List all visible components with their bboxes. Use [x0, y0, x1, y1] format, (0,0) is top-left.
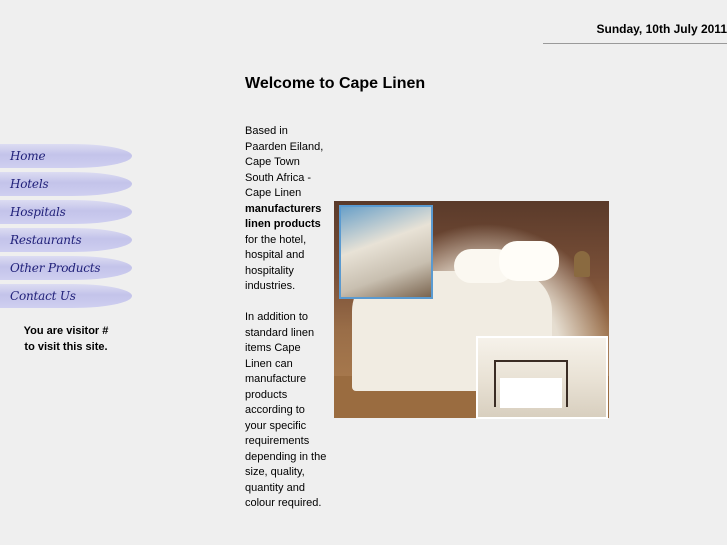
sidebar-nav [0, 142, 132, 310]
nav-label-restaurants[interactable]: Restaurants [10, 233, 82, 247]
nav-label-hospitals[interactable]: Hospitals [10, 205, 66, 219]
intro-text-start: Based in Paarden Eiland, Cape Town South Africa - Cape Linen [245, 125, 324, 199]
page-title: Welcome to Cape Linen [245, 75, 426, 92]
date-divider [543, 43, 727, 44]
nav-item-restaurants[interactable] [0, 226, 132, 254]
photo-pillow [499, 241, 559, 281]
photo-lamp [574, 251, 590, 277]
visitor-counter [0, 323, 132, 355]
visitor-line-2: to visit this site. [24, 341, 108, 353]
nav-label-other-products[interactable]: Other Products [10, 261, 101, 275]
intro-text [245, 124, 329, 527]
nav-item-hospitals[interactable] [0, 198, 132, 226]
current-date: Sunday, 10th July 2011 [596, 22, 727, 36]
intro-text-bold: manufacturers linen products [245, 202, 322, 230]
nav-label-contact-us[interactable]: Contact Us [10, 289, 76, 303]
nav-label-hotels[interactable]: Hotels [10, 177, 49, 191]
linen-inset-photo [339, 205, 433, 299]
nav-item-home[interactable] [0, 142, 132, 170]
nav-item-other-products[interactable] [0, 254, 132, 282]
nav-item-hotels[interactable] [0, 170, 132, 198]
visitor-line-1: You are visitor # [23, 325, 109, 337]
bed-sheet [500, 378, 562, 408]
intro-paragraph-1 [245, 124, 329, 295]
intro-paragraph-2: In addition to standard linen items Cape Linen can manufacture products according to your specific requirements depending in the size, quality, quantity and colour required. [245, 311, 327, 509]
intro-text-end: for the hotel, hospital and hospitality industries. [245, 233, 307, 292]
nav-label-home[interactable]: Home [10, 149, 46, 163]
hospital-bed-inset-photo [476, 336, 608, 419]
nav-item-contact-us[interactable] [0, 282, 132, 310]
